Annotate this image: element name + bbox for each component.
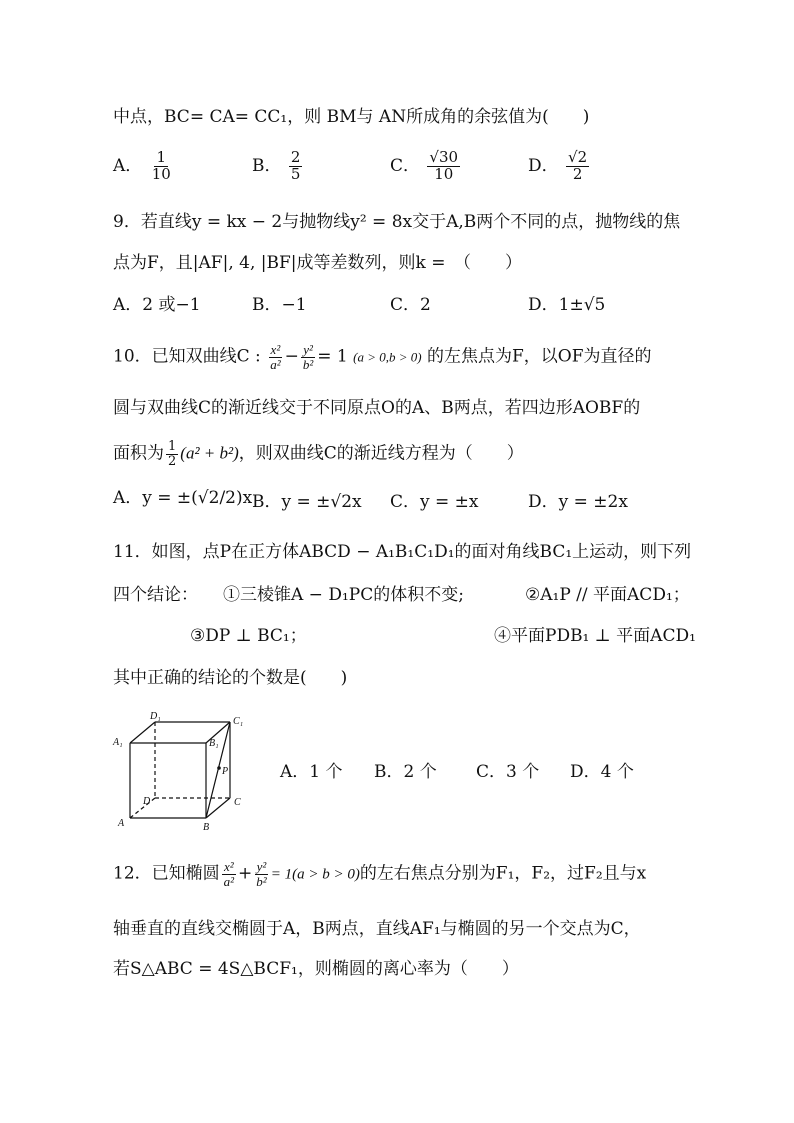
q8-b-fraction — [289, 150, 303, 183]
cube-figure — [110, 708, 260, 838]
q8-a-label: A． — [113, 155, 143, 176]
q9-stem-line1: 9．若直线y = kx − 2与抛物线y² = 8x交于A,B两个不同的点，抛物线的焦 — [113, 212, 681, 232]
label-c: C — [234, 797, 241, 808]
label-d1: D₁ — [150, 711, 161, 722]
q9-option-d[interactable]: D．1±√5 — [528, 295, 606, 315]
q10-condition: (a > 0,b > 0) — [353, 349, 422, 365]
q10-line3-post: ，则双曲线C的渐近线方程为（ ） — [238, 443, 524, 464]
q11-option-b[interactable]: B．2 个 — [374, 762, 437, 782]
q8-option-c[interactable] — [390, 150, 462, 183]
q8-a-num: 1 — [156, 148, 166, 166]
q8-stem-text: 中点，BC= CA= CC₁，则 BM与 AN所成角的余弦值为( ) — [113, 107, 590, 127]
point-p-marker — [217, 766, 221, 770]
q8-b-den: 5 — [290, 164, 301, 183]
q10-x-den: a² — [270, 356, 281, 372]
q9-option-c[interactable]: C．2 — [390, 295, 431, 315]
q10-x-fraction — [268, 343, 282, 371]
q11-option-a[interactable]: A．1 个 — [280, 762, 343, 782]
q10-half-fraction — [166, 440, 178, 468]
label-p: P — [222, 766, 229, 777]
q10-a-text: A．y = ±(√2/2)x — [113, 488, 253, 508]
q10-line1-pre: 10．已知双曲线C : — [113, 346, 261, 367]
q11-stem-line1: 11．如图，点P在正方体ABCD − A₁B₁C₁D₁的面对角线BC₁上运动，则下列 — [113, 542, 692, 562]
q10-option-c[interactable]: C．y = ±x — [390, 492, 479, 512]
q12-stem-line2: 轴垂直的直线交椭圆于A，B两点，直线AF₁与椭圆的另一个交点为C， — [113, 919, 641, 939]
label-a: A — [118, 818, 125, 829]
q10-stem-line3 — [113, 440, 524, 468]
q8-c-num: √30 — [429, 148, 459, 166]
q11-option-d[interactable]: D．4 个 — [570, 762, 634, 782]
q8-d-fraction — [566, 150, 589, 183]
q10-option-b[interactable]: B．y = ±√2x — [252, 492, 362, 512]
q11-stem-line2 — [113, 587, 198, 604]
q10-line3-pre: 面积为 — [113, 443, 164, 464]
q11-conclusion-3: ③DP ⊥ BC₁； — [190, 626, 307, 646]
q8-stem — [113, 109, 589, 126]
q11-stem-line4: 其中正确的结论的个数是( ) — [113, 668, 348, 688]
q10-stem-line1: 10．已知双曲线C : $\frac{\text{x²}}{\text{a²}}$ − $\frac{\text{y²}}{\text{b²}}$ = 1 (a > 0,b > 0) 的左焦点为F，以OF为直径的 — [113, 342, 652, 372]
q12-line1-post: 的左右焦点分别为F₁，F₂，过F₂且与x — [359, 863, 647, 884]
q8-c-den: 10 — [434, 164, 454, 183]
q12-line1-pre: 12．已知椭圆 — [113, 863, 220, 884]
q12-y-den: b² — [256, 873, 267, 889]
q8-c-label: C． — [390, 155, 421, 176]
q12-x-num: x² — [224, 859, 234, 874]
q10-area-expr: (a² + b²) — [180, 443, 239, 463]
q8-b-label: B． — [252, 155, 282, 176]
q12-stem-line3: 若S△ABC = 4S△BCF₁，则椭圆的离心率为（ ） — [113, 959, 519, 979]
q11-conclusion-4: ④平面PDB₁ ⊥ 平面ACD₁ — [494, 626, 696, 646]
q10-y-num: y² — [303, 342, 313, 357]
q9-stem-line2: 点为F，且|AF|, 4, |BF|成等差数列，则k = （ ） — [113, 253, 522, 273]
q12-y-num: y² — [256, 859, 267, 874]
q8-option-d[interactable] — [528, 150, 591, 183]
q8-option-a[interactable] — [113, 150, 175, 183]
q9-option-b[interactable]: B．−1 — [252, 295, 307, 315]
q8-a-fraction — [150, 150, 173, 183]
q8-d-num: √2 — [568, 148, 588, 166]
label-d: D — [143, 796, 151, 807]
q10-y-fraction — [301, 343, 315, 371]
q10-line1-post: 的左焦点为F，以OF为直径的 — [426, 346, 652, 367]
q10-option-a[interactable] — [113, 490, 252, 507]
q10-x-num: x² — [270, 342, 281, 357]
label-c1: C₁ — [233, 716, 244, 727]
q12-condition: = 1(a > b > 0) — [270, 866, 360, 883]
q10-half-num: 1 — [168, 439, 177, 454]
q8-d-label: D． — [528, 155, 559, 176]
q8-d-den: 2 — [572, 164, 583, 183]
q8-c-fraction — [427, 150, 460, 183]
q10-option-d[interactable]: D．y = ±2x — [528, 492, 628, 512]
q11-conclusion-1: ①三棱锥A − D₁PC的体积不变; — [223, 585, 464, 605]
q8-b-num: 2 — [290, 148, 301, 166]
q10-half-den: 2 — [168, 453, 177, 469]
q10-y-den: b² — [302, 356, 314, 372]
q12-stem-line1: 12．已知椭圆 $\frac{\text{x²}}{\text{a²}}$ + $\frac{\text{y²}}{\text{b²}}$ = 1(a > b > 0)的左右焦点分别为F₁，F₂，过F₂且与x — [113, 859, 647, 889]
q12-x-den: a² — [223, 873, 235, 889]
q9-option-a[interactable]: A．2 或−1 — [113, 295, 201, 315]
label-a1: A₁ — [113, 737, 123, 748]
q11-line2-pre: 四个结论： — [113, 585, 198, 605]
q11-option-c[interactable]: C．3 个 — [476, 762, 540, 782]
q8-a-den: 10 — [151, 164, 171, 183]
q12-y-fraction — [254, 860, 268, 888]
q8-option-b[interactable] — [252, 150, 304, 183]
q12-x-fraction — [222, 860, 236, 888]
q10-stem-line2: 圆与双曲线C的渐近线交于不同原点O的A、B两点，若四边形AOBF的 — [113, 398, 641, 418]
label-b1: B₁ — [209, 738, 219, 749]
label-b: B — [203, 822, 210, 833]
q11-conclusion-2: ②A₁P // 平面ACD₁； — [525, 585, 690, 605]
